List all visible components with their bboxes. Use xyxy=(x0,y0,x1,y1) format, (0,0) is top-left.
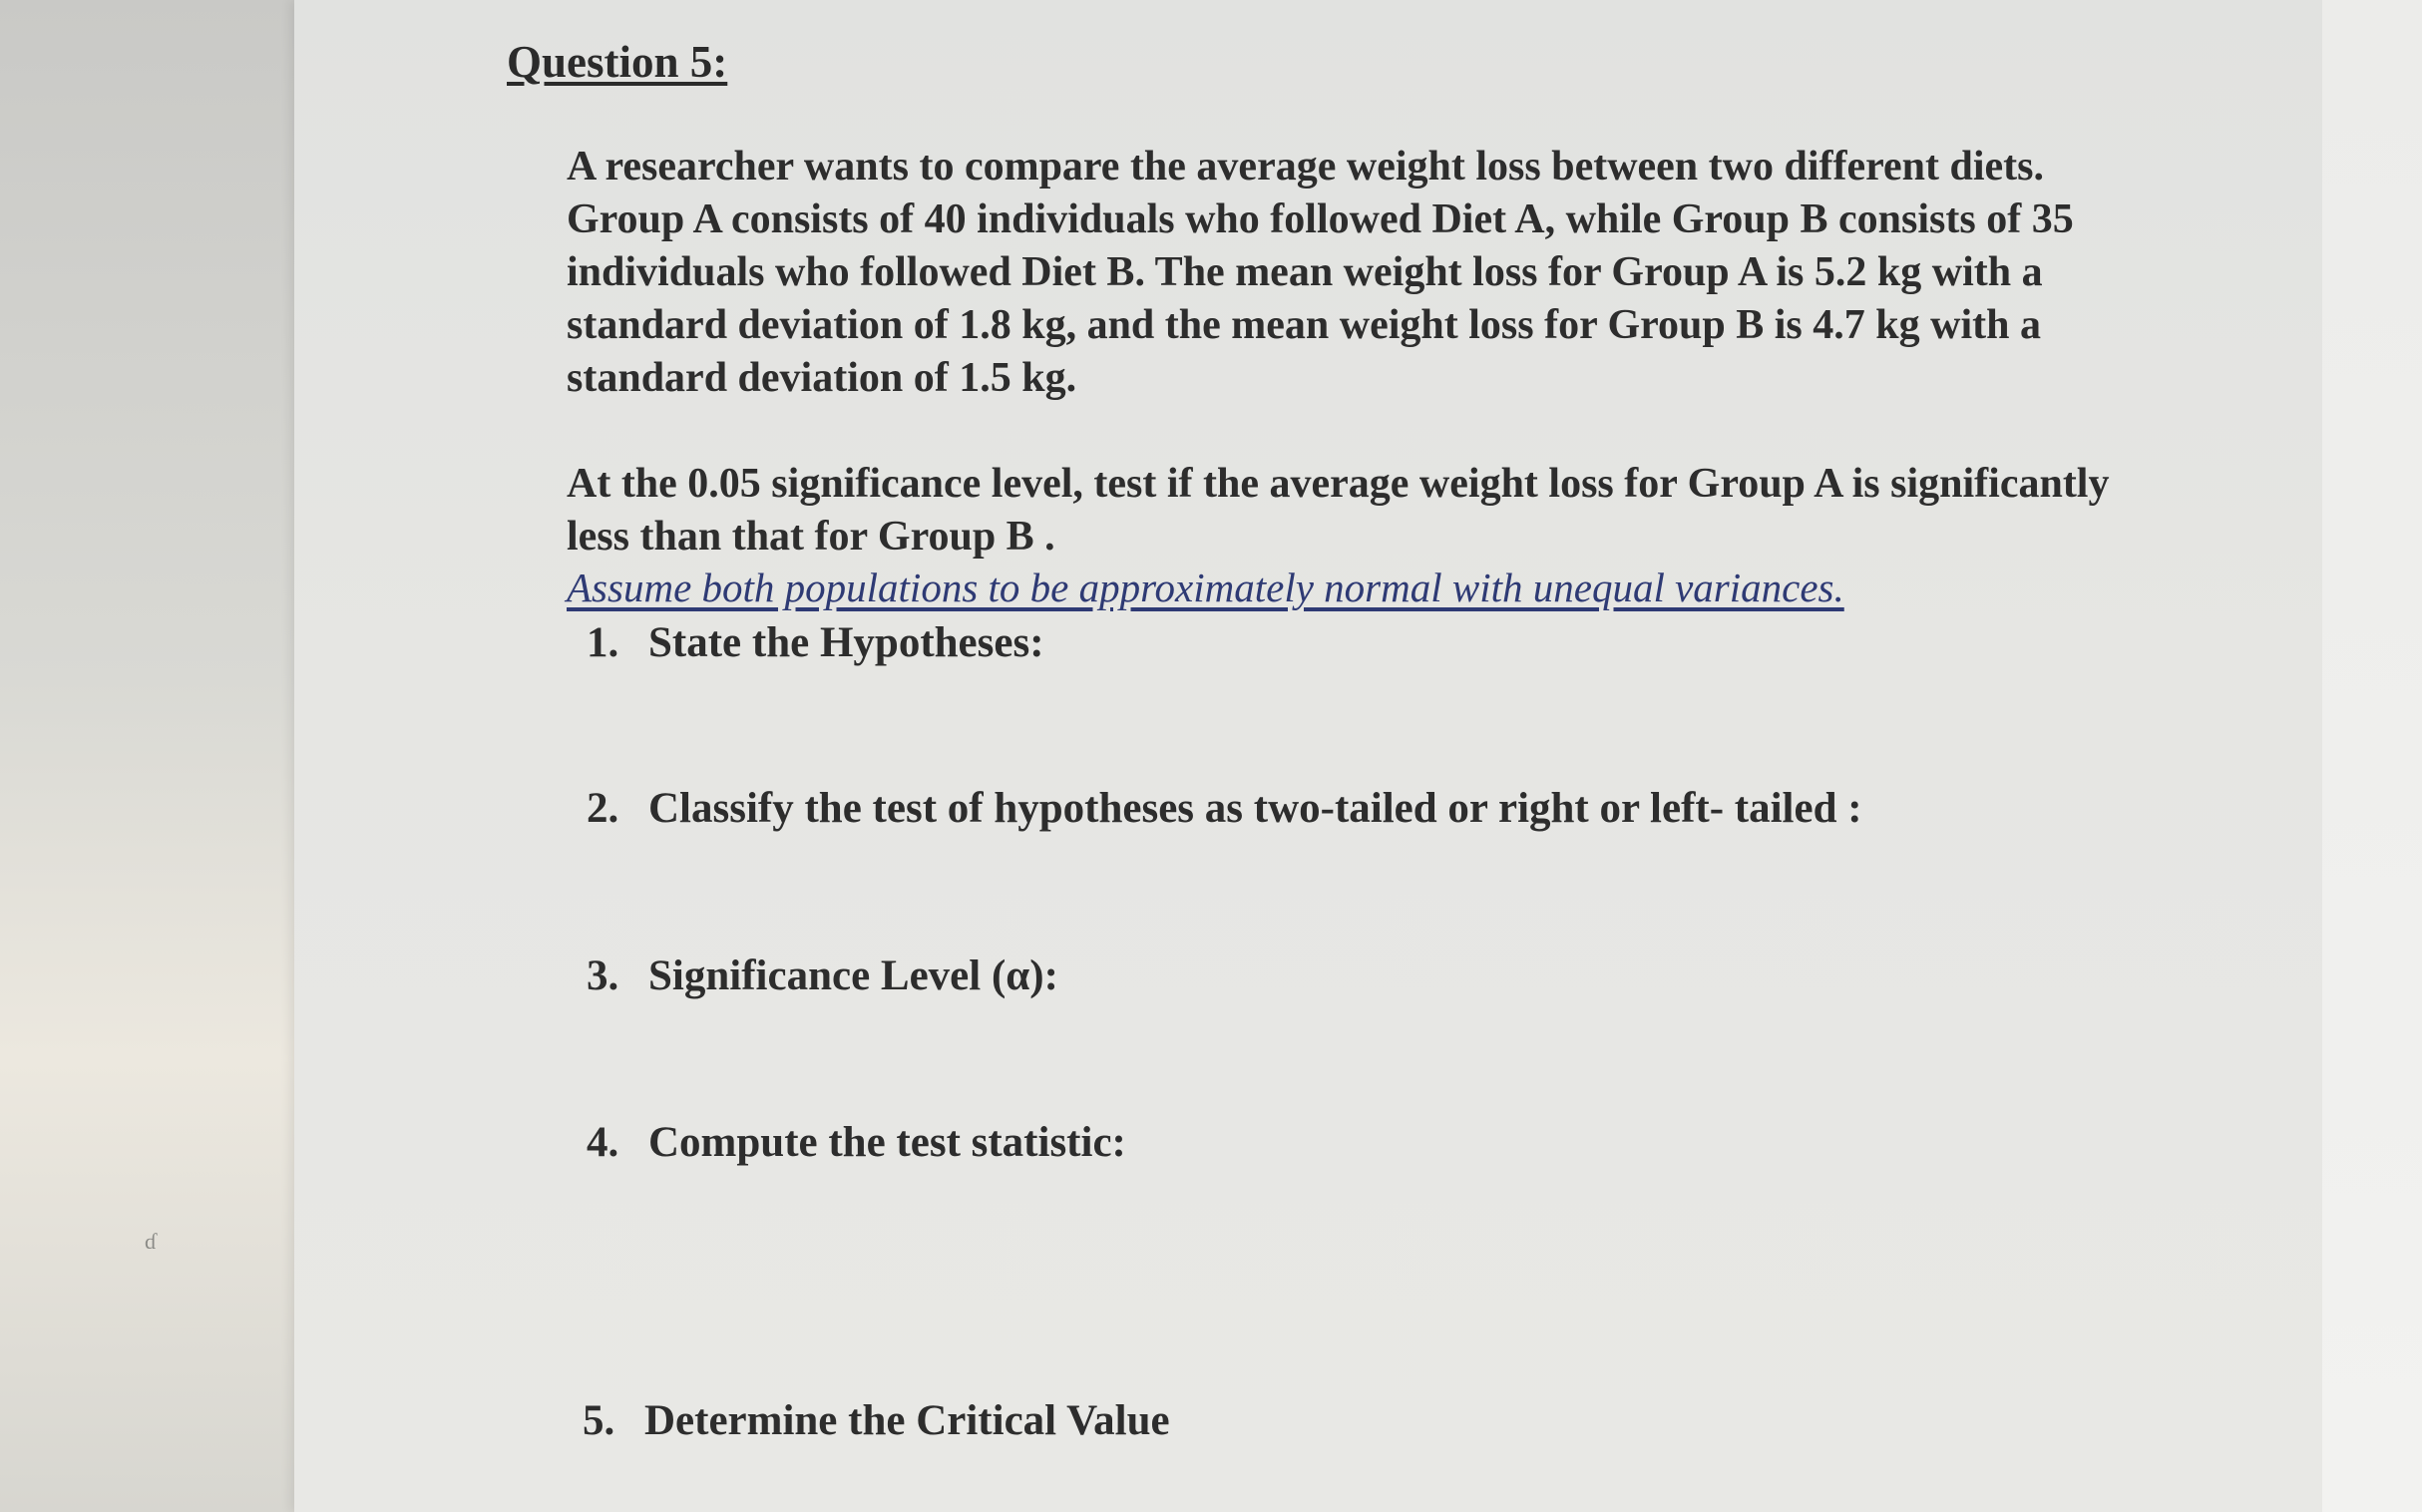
step-number: 4. xyxy=(587,1119,619,1166)
problem-statement: A researcher wants to compare the average weight loss between two different diets. Group A consists of 40 individuals who followed Diet A, while Group B consists of 35 individuals who followed Diet B. The mean weight loss for Group A is 5.2 kg with a standard deviation of 1.8 kg, and the mean weight loss for Group B is 4.7 kg with a standard deviation of 1.5 kg. xyxy=(567,144,2074,401)
test-instruction: At the 0.05 significance level, test if the average weight loss for Group A is significantly less than that for Group B . xyxy=(567,461,2110,560)
step-text: Determine the Critical Value xyxy=(644,1397,1170,1444)
step-item-classify xyxy=(587,784,1862,833)
desk-background-right xyxy=(2322,0,2422,1512)
pen-mark: ɗ xyxy=(145,1229,156,1254)
step-number: 2. xyxy=(587,785,619,832)
step-item-hypotheses xyxy=(587,618,1044,667)
step-item-significance xyxy=(587,951,1058,1000)
step-text: Classify the test of hypotheses as two-tailed or right or left- tailed : xyxy=(648,785,1862,832)
step-text: Significance Level (α): xyxy=(648,952,1058,999)
assumption-note: Assume both populations to be approximately normal with unequal variances. xyxy=(567,565,1844,610)
step-number: 3. xyxy=(587,952,619,999)
step-item-test-statistic xyxy=(587,1118,1126,1167)
step-item-critical-value xyxy=(583,1396,1170,1445)
desk-background-left xyxy=(0,0,294,1512)
step-number: 5. xyxy=(583,1397,615,1444)
question-title: Question 5: xyxy=(507,37,728,87)
step-text: State the Hypotheses: xyxy=(648,619,1044,666)
step-text: Compute the test statistic: xyxy=(648,1119,1126,1166)
step-number: 1. xyxy=(587,619,619,666)
